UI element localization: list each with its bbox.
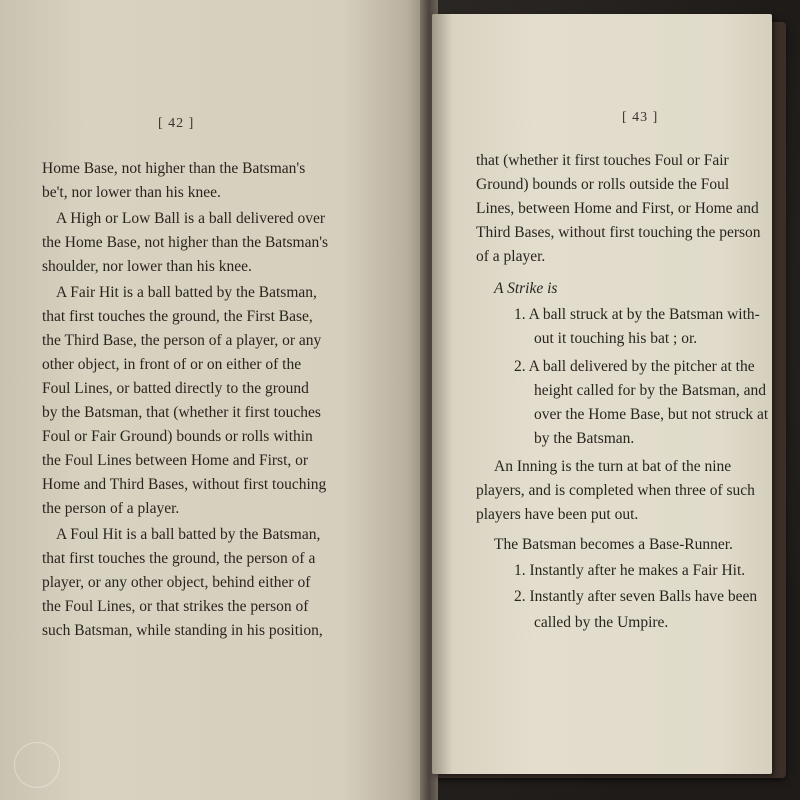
text-line: Ground) bounds or rolls outside the Foul [476,176,730,193]
text-line: Home and Third Bases, without first touching [42,476,327,493]
text-line: the Foul Lines, or that strikes the person of [42,598,309,615]
text-line: called by the Umpire. [534,614,669,631]
text-line: 1. A ball struck at by the Batsman with- [514,306,760,323]
text-line: Foul or Fair Ground) bounds or rolls within [42,428,313,445]
text-line: that first touches the ground, the First Base, [42,308,313,325]
text-line: such Batsman, while standing in his position, [42,622,323,639]
text-line: 1. Instantly after he makes a Fair Hit. [514,562,746,579]
text-line: player, or any other object, behind either of [42,574,311,591]
text-line: the person of a player. [42,500,180,517]
text-line: 2. Instantly after seven Balls have been [514,588,758,605]
text-line: players, and is completed when three of such [476,482,755,499]
text-line: The Batsman becomes a Base-Runner. [494,536,733,553]
text-line: out it touching his bat ; or. [534,330,698,347]
text-line: the Foul Lines between Home and First, or [42,452,309,469]
text-line: Lines, between Home and First, or Home and [476,200,759,217]
text-line: that (whether it first touches Foul or Fair [476,152,729,169]
text-line: by the Batsman, that (whether it first touches [42,404,321,421]
page-number: [ 43 ] [622,110,659,125]
text-line: Third Bases, without first touching the person [476,224,761,241]
page-number: [ 42 ] [158,116,195,131]
text-line: height called for by the Batsman, and [534,382,767,399]
text-line: A Foul Hit is a ball batted by the Batsman, [56,526,321,543]
text-line: over the Home Base, but not struck at [534,406,769,423]
text-line: players have been put out. [476,506,639,523]
text-line: A High or Low Ball is a ball delivered over [56,210,326,227]
stamp-mark [14,742,60,788]
text-line: 2. A ball delivered by the pitcher at the [514,358,755,375]
right-page [432,14,772,774]
text-line: other object, in front of or on either of the [42,356,302,373]
text-line: An Inning is the turn at bat of the nine [494,458,732,475]
text-line: of a player. [476,248,546,265]
text-line: the Home Base, not higher than the Batsman's [42,234,329,251]
text-line: that first touches the ground, the person of a [42,550,316,567]
text-line: be't, nor lower than his knee. [42,184,221,201]
section-heading: A Strike is [494,280,558,297]
text-line: the Third Base, the person of a player, or any [42,332,322,349]
text-line: shoulder, nor lower than his knee. [42,258,252,275]
text-line: Home Base, not higher than the Batsman's [42,160,306,177]
text-line: by the Batsman. [534,430,635,447]
text-line: Foul Lines, or batted directly to the ground [42,380,309,397]
text-line: A Fair Hit is a ball batted by the Batsman, [56,284,317,301]
